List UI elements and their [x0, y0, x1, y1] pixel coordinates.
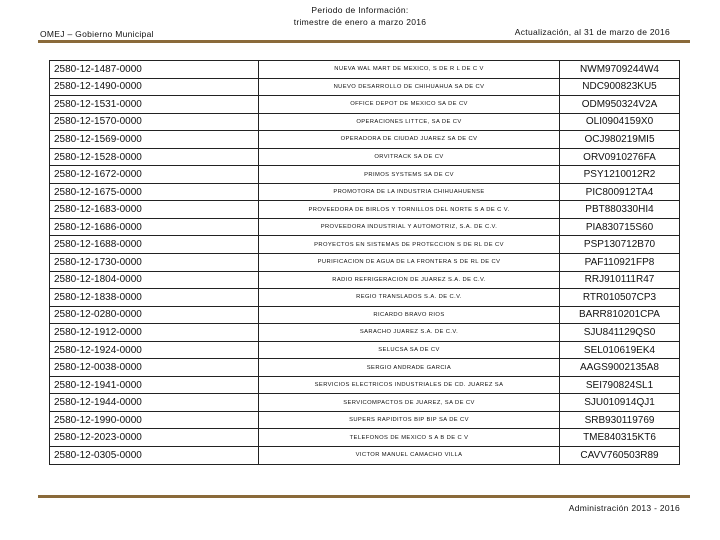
supplier-name: SARACHO JUAREZ S.A. DE C.V. — [259, 324, 560, 342]
account-code: 2580-12-0038-0000 — [50, 359, 259, 377]
supplier-rfc: PIA830715S60 — [560, 218, 680, 236]
supplier-name: RADIO REFRIGERACION DE JUAREZ S.A. DE C.V. — [259, 271, 560, 289]
period-range: trimestre de enero a marzo 2016 — [293, 17, 427, 27]
supplier-rfc: PSP130712B70 — [560, 236, 680, 254]
administration-footer: Administración 2013 - 2016 — [568, 503, 680, 513]
table-row — [50, 306, 680, 324]
supplier-name: PROVEEDORA INDUSTRIAL Y AUTOMOTRIZ, S.A. DE C.V. — [259, 218, 560, 236]
supplier-rfc: SRB930119769 — [560, 411, 680, 429]
table-row — [50, 447, 680, 465]
supplier-name: OFFICE DEPOT DE MEXICO SA DE CV — [259, 96, 560, 114]
account-code: 2580-12-1990-0000 — [50, 411, 259, 429]
supplier-rfc: OCJ980219MI5 — [560, 131, 680, 149]
supplier-name: OPERADORA DE CIUDAD JUAREZ SA DE CV — [259, 131, 560, 149]
supplier-name: PROMOTORA DE LA INDUSTRIA CHIHUAHUENSE — [259, 183, 560, 201]
supplier-rfc: RRJ910111R47 — [560, 271, 680, 289]
account-code: 2580-12-1528-0000 — [50, 148, 259, 166]
account-code: 2580-12-1686-0000 — [50, 218, 259, 236]
account-code: 2580-12-1569-0000 — [50, 131, 259, 149]
account-code: 2580-12-0305-0000 — [50, 447, 259, 465]
supplier-name: SUPERS RAPIDITOS BIP BIP SA DE CV — [259, 411, 560, 429]
table-row — [50, 394, 680, 412]
supplier-name: RICARDO BRAVO RIOS — [259, 306, 560, 324]
supplier-rfc: NWM9709244W4 — [560, 61, 680, 79]
supplier-rfc: RTR010507CP3 — [560, 289, 680, 307]
header-divider — [38, 40, 690, 43]
supplier-rfc: PAF110921FP8 — [560, 254, 680, 272]
supplier-table — [49, 60, 680, 465]
account-code: 2580-12-2023-0000 — [50, 429, 259, 447]
supplier-name: NUEVO DESARROLLO DE CHIHUAHUA SA DE CV — [259, 78, 560, 96]
table-row — [50, 78, 680, 96]
supplier-name: PRIMOS SYSTEMS SA DE CV — [259, 166, 560, 184]
account-code: 2580-12-1683-0000 — [50, 201, 259, 219]
table-row — [50, 376, 680, 394]
entity-name: OMEJ – Gobierno Municipal — [40, 29, 154, 39]
account-code: 2580-12-1941-0000 — [50, 376, 259, 394]
supplier-name: REGIO TRANSLADOS S.A. DE C.V. — [259, 289, 560, 307]
table-row — [50, 96, 680, 114]
account-code: 2580-12-1924-0000 — [50, 341, 259, 359]
table-row — [50, 324, 680, 342]
account-code: 2580-12-1730-0000 — [50, 254, 259, 272]
table-row — [50, 201, 680, 219]
table-row — [50, 411, 680, 429]
table-row — [50, 271, 680, 289]
supplier-rfc: PBT880330HI4 — [560, 201, 680, 219]
table-row — [50, 236, 680, 254]
account-code: 2580-12-1487-0000 — [50, 61, 259, 79]
supplier-rfc: SJU010914QJ1 — [560, 394, 680, 412]
supplier-rfc: SEI790824SL1 — [560, 376, 680, 394]
period-info — [220, 4, 500, 28]
period-title: Periodo de Información: — [311, 5, 409, 15]
table-row — [50, 183, 680, 201]
supplier-name: PROVEEDORA DE BIRLOS Y TORNILLOS DEL NORTE S A DE C V. — [259, 201, 560, 219]
supplier-name: TELEFONOS DE MEXICO S A B DE C V — [259, 429, 560, 447]
supplier-rfc: SEL010619EK4 — [560, 341, 680, 359]
table-row — [50, 131, 680, 149]
supplier-name: SERVICOMPACTOS DE JUAREZ, SA DE CV — [259, 394, 560, 412]
table-row — [50, 429, 680, 447]
supplier-rfc: AAGS9002135A8 — [560, 359, 680, 377]
table-row — [50, 341, 680, 359]
footer-divider — [38, 495, 690, 498]
update-date: Actualización, al 31 de marzo de 2016 — [514, 27, 670, 37]
supplier-name: SELUCSA SA DE CV — [259, 341, 560, 359]
supplier-rfc: CAVV760503R89 — [560, 447, 680, 465]
table-row — [50, 289, 680, 307]
account-code: 2580-12-1672-0000 — [50, 166, 259, 184]
account-code: 2580-12-1912-0000 — [50, 324, 259, 342]
supplier-rfc: PSY1210012R2 — [560, 166, 680, 184]
supplier-rfc: TME840315KT6 — [560, 429, 680, 447]
supplier-rfc: NDC900823KU5 — [560, 78, 680, 96]
table-row — [50, 113, 680, 131]
supplier-name: PURIFICACION DE AGUA DE LA FRONTERA S DE RL DE CV — [259, 254, 560, 272]
supplier-name: SERVICIOS ELECTRICOS INDUSTRIALES DE CD. JUAREZ SA — [259, 376, 560, 394]
table-row — [50, 148, 680, 166]
table-row — [50, 218, 680, 236]
supplier-rfc: SJU841129QS0 — [560, 324, 680, 342]
supplier-name: NUEVA WAL MART DE MEXICO, S DE R L DE C V — [259, 61, 560, 79]
account-code: 2580-12-1944-0000 — [50, 394, 259, 412]
supplier-name: SERGIO ANDRADE GARCIA — [259, 359, 560, 377]
supplier-name: PROYECTOS EN SISTEMAS DE PROTECCION S DE RL DE CV — [259, 236, 560, 254]
supplier-name: OPERACIONES LITTCE, SA DE CV — [259, 113, 560, 131]
account-code: 2580-12-1688-0000 — [50, 236, 259, 254]
account-code: 2580-12-1490-0000 — [50, 78, 259, 96]
table-row — [50, 61, 680, 79]
table-row — [50, 166, 680, 184]
account-code: 2580-12-1804-0000 — [50, 271, 259, 289]
account-code: 2580-12-1531-0000 — [50, 96, 259, 114]
account-code: 2580-12-1838-0000 — [50, 289, 259, 307]
account-code: 2580-12-1675-0000 — [50, 183, 259, 201]
supplier-name: ORVITRACK SA DE CV — [259, 148, 560, 166]
supplier-rfc: OLI0904159X0 — [560, 113, 680, 131]
account-code: 2580-12-0280-0000 — [50, 306, 259, 324]
table-row — [50, 359, 680, 377]
supplier-rfc: ODM950324V2A — [560, 96, 680, 114]
supplier-rfc: PIC800912TA4 — [560, 183, 680, 201]
supplier-rfc: BARR810201CPA — [560, 306, 680, 324]
supplier-name: VICTOR MANUEL CAMACHO VILLA — [259, 447, 560, 465]
account-code: 2580-12-1570-0000 — [50, 113, 259, 131]
supplier-rfc: ORV0910276FA — [560, 148, 680, 166]
table-row — [50, 254, 680, 272]
